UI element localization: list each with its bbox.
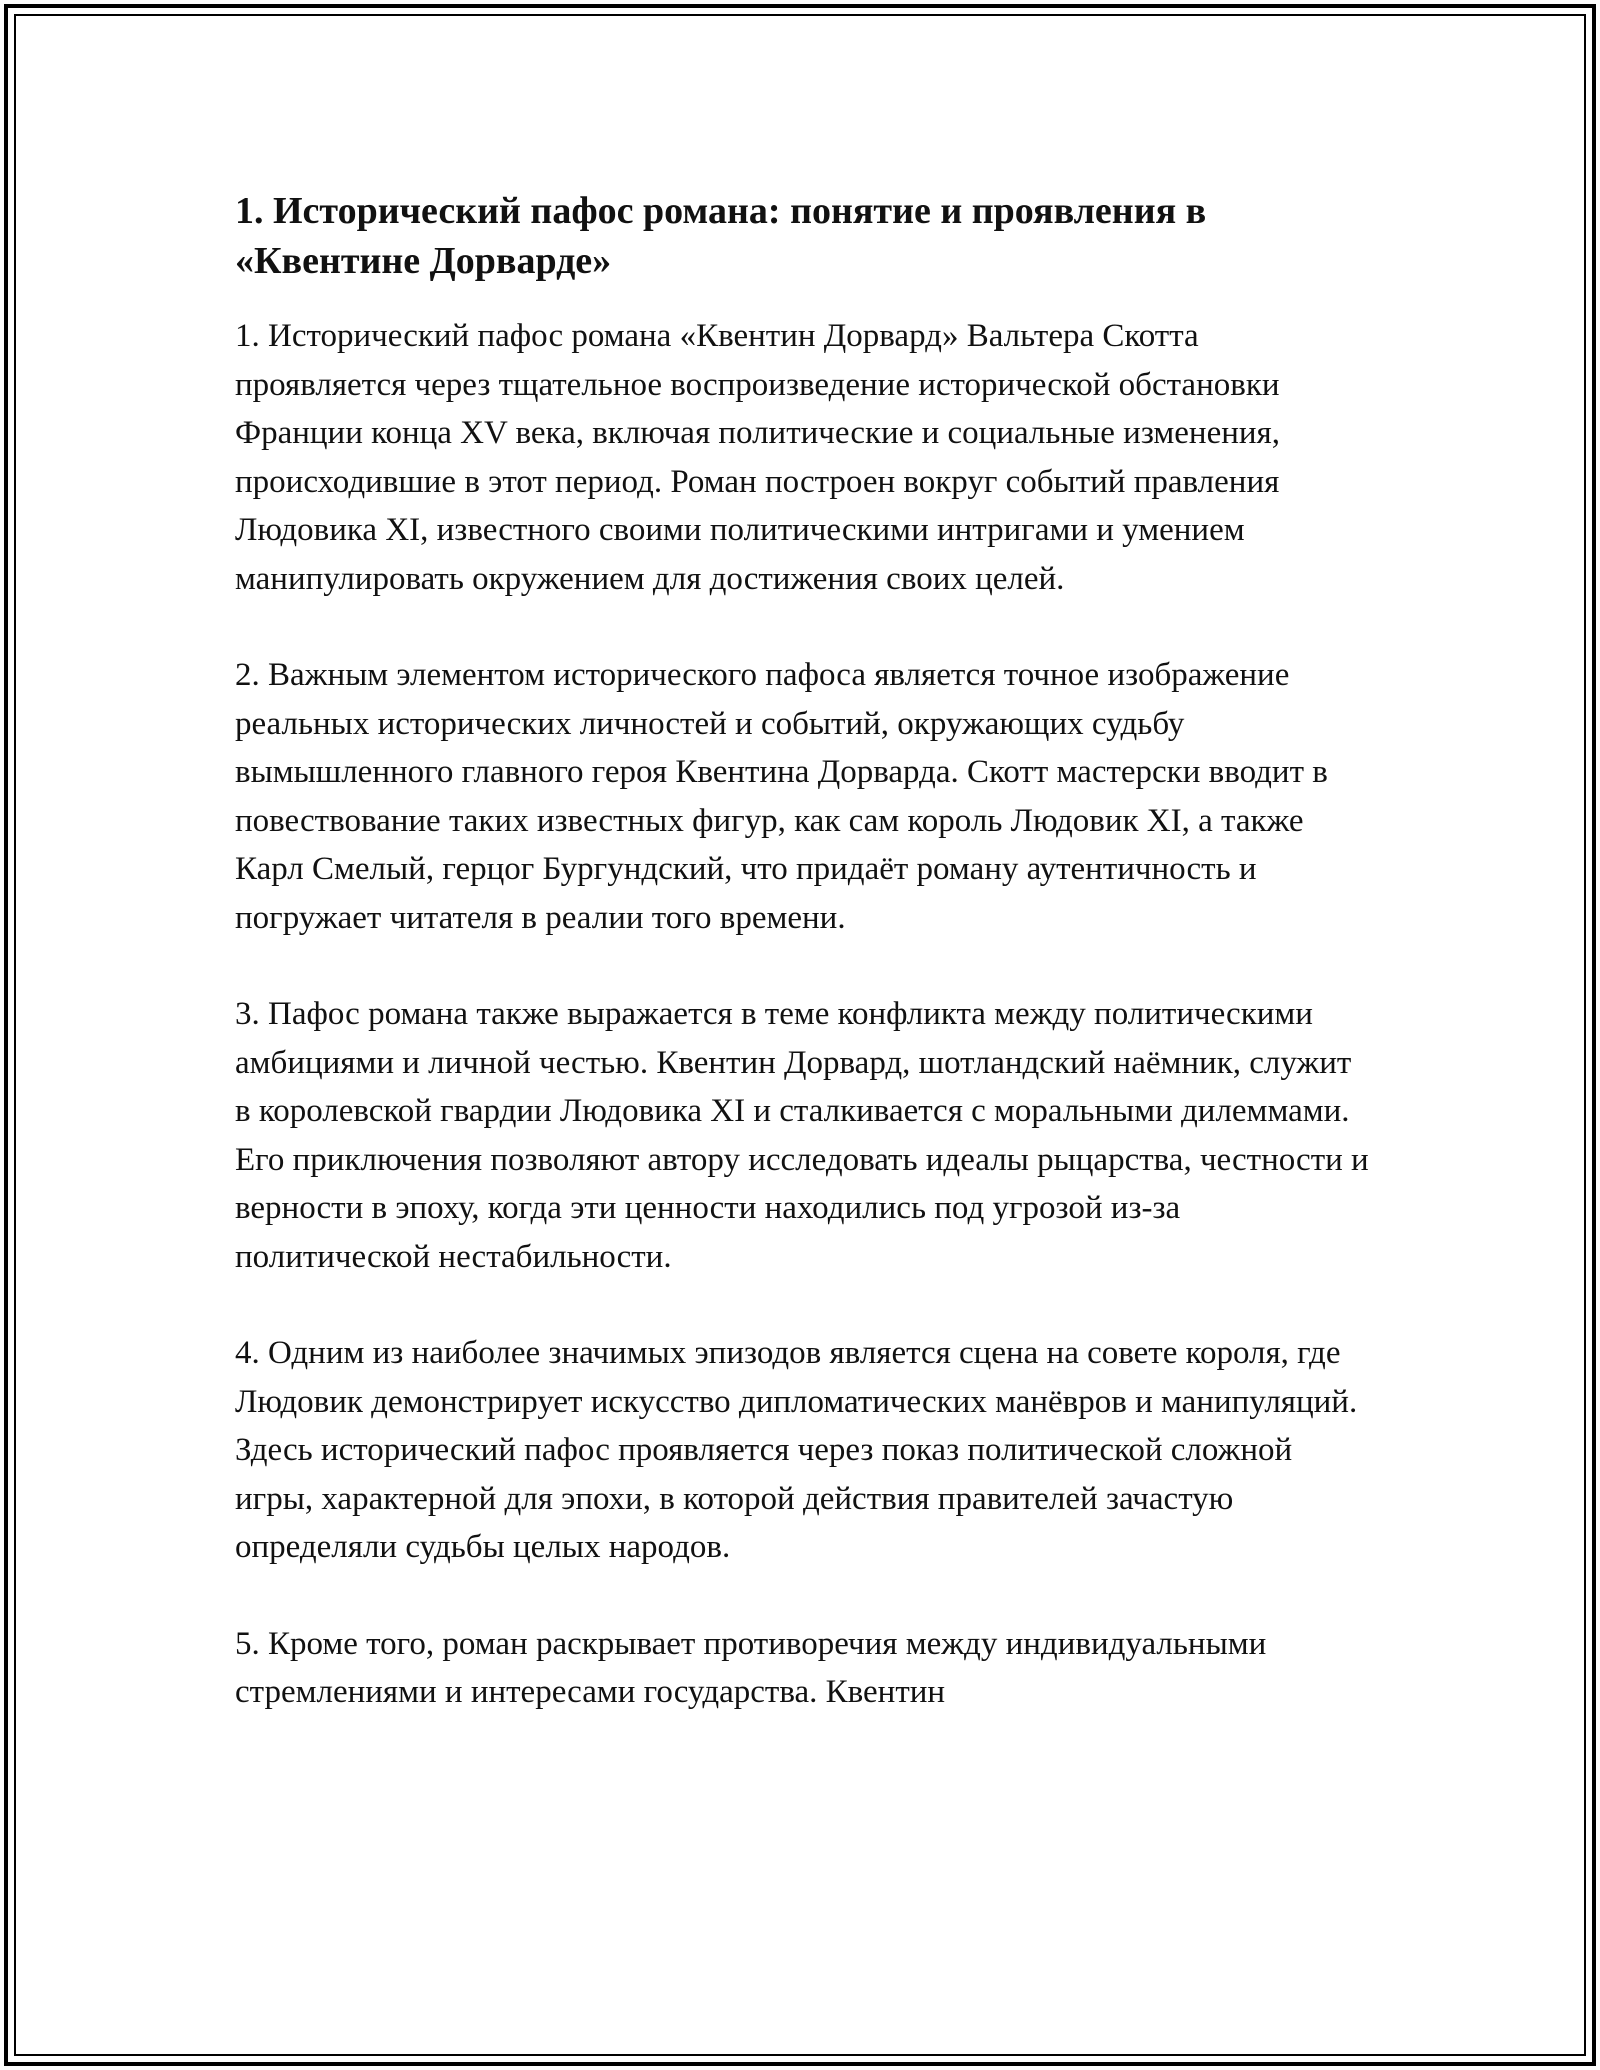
paragraph-2: 2. Важным элементом исторического пафоса является точное изображение реальных исторических личностей и событий, окружающих судьбу вымышленного главного героя Квентина Дорварда. Скотт мастерски вводит в повествование таких известных фигур, как сам король Людовик XI, а также Карл Смелый, герцог Бургундский, что придаёт роману аутентичность и погружает читателя в реалии того времени. — [235, 657, 1328, 936]
section-heading: 1. Исторический пафос романа: понятие и проявления в «Квентине Дорварде» — [235, 190, 1207, 282]
paragraph-5: 5. Кроме того, роман раскрывает противоречия между индивидуальными стремлениями и интересами государства. Квентин — [235, 1625, 1267, 1710]
document-page — [235, 186, 1370, 1717]
paragraph-1: 1. Исторический пафос романа «Квентин Дорвард» Вальтера Скотта проявляется через тщательное воспроизведение исторической обстановки Франции конца XV века, включая политические и социальные изменения, происходившие в этот период. Роман построен вокруг событий правления Людовика XI, известного своими политическими интригами и умением манипулировать окружением для достижения своих целей. — [235, 318, 1280, 597]
paragraph-3: 3. Пафос романа также выражается в теме конфликта между политическими амбициями и личной честью. Квентин Дорвард, шотландский наёмник, служит в королевской гвардии Людовика XI и сталкивается с моральными дилеммами. Его приключения позволяют автору исследовать идеалы рыцарства, честности и верности в эпоху, когда эти ценности находились под угрозой из-за политической нестабильности. — [235, 996, 1369, 1275]
paragraph-4: 4. Одним из наиболее значимых эпизодов является сцена на совете короля, где Людовик демонстрирует искусство дипломатических манёвров и манипуляций. Здесь исторический пафос проявляется через показ политической сложной игры, характерной для эпохи, в которой действия правителей зачастую определяли судьбы целых народов. — [235, 1335, 1358, 1565]
